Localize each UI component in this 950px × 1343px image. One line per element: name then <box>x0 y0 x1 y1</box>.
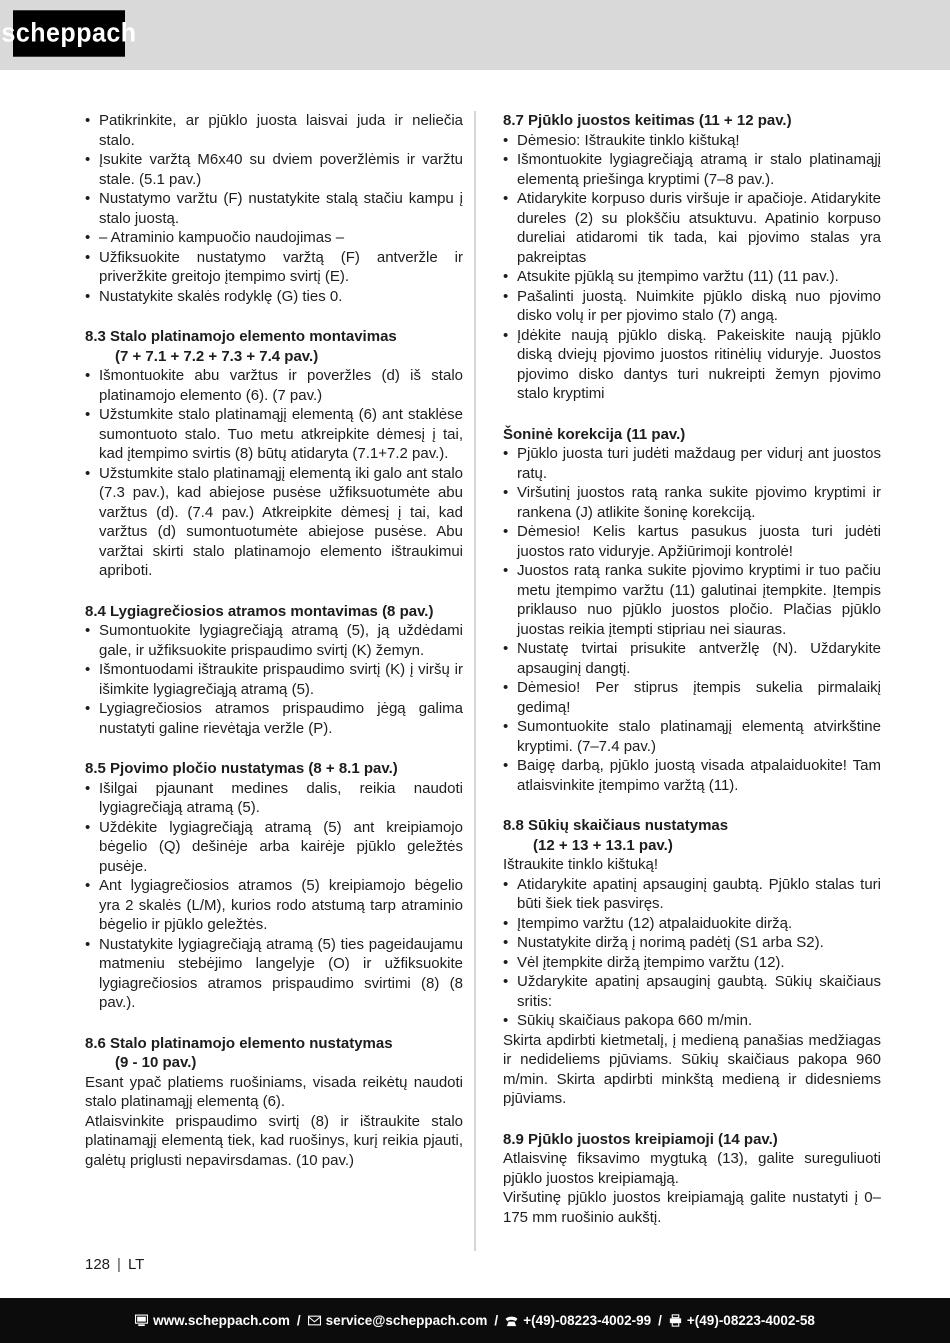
bullet-marker: • <box>503 151 509 168</box>
bullet-marker: • <box>503 640 509 657</box>
list-item-text: Uždarykite apatinį apsauginį gaubtą. Sūkių skaičiaus sritis: <box>517 973 881 1010</box>
bullet-list <box>85 779 463 1013</box>
scheppach-logo-text: scheppach <box>1 17 137 49</box>
section-heading <box>85 759 463 779</box>
heading-line: (12 + 13 + 13.1 pav.) <box>533 836 673 854</box>
bullet-marker: • <box>503 757 509 774</box>
list-item-text: Atidarykite apatinį apsauginį gaubtą. Pjūklo stalas turi būti šiek tiek pasviręs. <box>517 875 881 912</box>
list-item-text: Dėmesio! Per stiprus įtempis sukelia pirmalaikį gedimą! <box>517 679 881 716</box>
paragraph: Skirta apdirbti kietmetalį, į medieną panašias medžiagas ir nedideliems pjūviams. Sūkių skaičiaus pakopa 960 m/min. Skirta apdirbti minkštą medieną ir didesniems pjūviams. <box>503 1031 881 1107</box>
section-heading <box>85 602 463 622</box>
bullet-marker: • <box>85 661 91 678</box>
section-heading <box>85 327 463 366</box>
heading-line: 8.4 Lygiagrečiosios atramos montavimas (8 pav.) <box>85 602 434 620</box>
page-number-separator: | <box>117 1256 121 1273</box>
list-item-text: Patikrinkite, ar pjūklo juosta laisvai juda ir neliečia stalo. <box>99 112 463 149</box>
list-item-text: Nustatykite diržą į norimą padėtį (S1 arba S2). <box>517 934 824 951</box>
computer-icon <box>135 1314 148 1327</box>
bullet-marker: • <box>503 953 509 971</box>
list-item <box>503 639 881 678</box>
list-item <box>85 111 463 150</box>
footer-separator: / <box>494 1313 499 1328</box>
list-item <box>503 150 881 189</box>
list-item-text: Dėmesio: Ištraukite tinklo kištuką! <box>517 131 740 149</box>
list-item <box>85 189 463 228</box>
list-item-text: Išilgai pjaunant medines dalis, reikia naudoti lygiagrečiąją atramą (5). <box>99 779 463 816</box>
envelope-icon <box>308 1314 321 1327</box>
list-item-text: Išmontuokite lygiagrečiąją atramą ir stalo platinamąjį elementą priešinga kryptimi (7–8 pav.). <box>517 151 881 188</box>
list-item <box>503 953 881 973</box>
bullet-list <box>85 366 463 581</box>
column-left <box>85 111 463 1170</box>
section-heading <box>503 1130 881 1150</box>
footer-contact-text: +(49)-08223-4002-58 <box>686 1313 815 1328</box>
list-item <box>503 522 881 561</box>
list-item <box>503 1011 881 1031</box>
bullet-marker: • <box>503 718 509 735</box>
bullet-list <box>503 131 881 404</box>
list-item-text: Užstumkite stalo platinamąjį elementą (6) ant staklėse sumontuoto stalo. Tuo metu atkreipkite dėmesį į tai, kad įtempimo svirtis (8) būtų atidaryta (7.1+7.2 pav.). <box>99 406 463 462</box>
page-number <box>85 1256 144 1273</box>
bullet-marker: • <box>85 248 91 266</box>
bullet-marker: • <box>85 367 91 384</box>
paragraph: Esant ypač platiems ruošiniams, visada reikėtų naudoti stalo platinamąjį elementą (6). <box>85 1073 463 1110</box>
list-item-text: Baigę darbą, pjūklo juostą visada atpalaiduokite! Tam atlaisvinkite įtempimo varžtą (11). <box>517 757 881 794</box>
list-item-text: Sūkių skaičiaus pakopa 660 m/min. <box>517 1012 753 1029</box>
list-item-text: Ant lygiagrečiosios atramos (5) kreipiamojo bėgelio yra 2 skalės (L/M), kurios rodo atstumą tarp atraminio bėgelio ir pjūklo geležtės. <box>99 877 463 933</box>
list-item-text: Nustatymo varžtu (F) nustatykite stalą stačiu kampu į stalo juostą. <box>99 190 463 227</box>
bullet-marker: • <box>503 523 509 540</box>
heading-line: 8.7 Pjūklo juostos keitimas (11 + 12 pav.) <box>503 112 792 129</box>
bullet-list <box>503 875 881 1031</box>
list-item <box>503 483 881 522</box>
bullet-marker: • <box>503 562 509 579</box>
list-item <box>503 756 881 795</box>
list-item <box>85 818 463 877</box>
footer-contact-item <box>308 1313 488 1328</box>
paragraph-block <box>503 1149 881 1227</box>
column-divider <box>474 111 476 1251</box>
footer-separator: / <box>296 1313 301 1328</box>
list-item <box>503 131 881 151</box>
heading-line: 8.6 Stalo platinamojo elemento nustatymas <box>85 1034 393 1052</box>
list-item-text: Išmontuodami ištraukite prispaudimo svirtį (K) į viršų ir išimkite lygiagrečiąją atramą (5). <box>99 661 463 698</box>
list-item <box>85 150 463 189</box>
list-item <box>85 405 463 464</box>
list-item-text: Įsukite varžtą M6x40 su dviem poveržlėmis ir varžtu stale. (5.1 pav.) <box>99 151 463 188</box>
bullet-marker: • <box>85 622 91 639</box>
bullet-marker: • <box>503 287 509 305</box>
bullet-marker: • <box>503 131 509 149</box>
bullet-marker: • <box>85 779 91 797</box>
list-item-text: Įdėkite naują pjūklo diską. Pakeiskite naują pjūklo diską dviejų pjovimo juostos ritinėlių viduryje. Juostos pjovimo disko dantys turi nukreipti žemyn pjovimo stalo kryptimi <box>517 326 881 402</box>
list-item <box>503 287 881 326</box>
bullet-marker: • <box>85 818 91 836</box>
list-item-text: Atsukite pjūklą su įtempimo varžtu (11) (11 pav.). <box>517 268 839 285</box>
header-band <box>0 0 950 70</box>
list-item-text: Lygiagrečiosios atramos prispaudimo jėgą galima nustatyti galine rievėtąja veržle (P). <box>99 700 463 737</box>
list-item <box>85 366 463 405</box>
list-item-text: Nustatykite skalės rodyklę (G) ties 0. <box>99 287 343 305</box>
list-item-text: – Atraminio kampuočio naudojimas – <box>99 229 345 246</box>
bullet-marker: • <box>85 406 91 423</box>
list-item <box>503 326 881 404</box>
list-item <box>85 876 463 935</box>
bullet-marker: • <box>503 484 509 501</box>
list-item-text: Užfiksuokite nustatymo varžtą (F) antveržle ir priveržkite greitojo įtempimo svirtį (E). <box>99 248 463 285</box>
bullet-marker: • <box>503 268 509 285</box>
list-item <box>503 267 881 287</box>
list-item-text: Uždėkite lygiagrečiąją atramą (5) ant kreipiamojo bėgelio (Q) dešinėje arba kairėje pjūklo geležtės pusėje. <box>99 818 463 875</box>
bullet-marker: • <box>503 875 509 893</box>
bullet-marker: • <box>503 1012 509 1029</box>
bullet-marker: • <box>85 112 91 129</box>
fax-icon <box>669 1314 682 1327</box>
page-number-value: 128 <box>85 1256 111 1273</box>
bullet-list <box>85 621 463 738</box>
list-item-text: Sumontuokite lygiagrečiąją atramą (5), ją uždėdami gale, ir užfiksuokite prispaudimo svirtį (K) žemyn. <box>99 622 463 659</box>
paragraph-block <box>503 855 881 875</box>
list-item <box>503 875 881 914</box>
footer-contact-text: www.scheppach.com <box>153 1313 290 1328</box>
bullet-marker: • <box>85 700 91 717</box>
list-item-text: Nustatę tvirtai prisukite antveržlę (N). Uždarykite apsauginį dangtį. <box>517 640 881 677</box>
heading-line: 8.5 Pjovimo pločio nustatymas (8 + 8.1 pav.) <box>85 760 398 777</box>
list-item <box>85 287 463 307</box>
heading-line: 8.3 Stalo platinamojo elemento montavimas <box>85 328 397 345</box>
list-item-text: Pjūklo juosta turi judėti maždaug per vidurį ant juostos ratų. <box>517 445 881 482</box>
bullet-marker: • <box>85 229 91 246</box>
bullet-marker: • <box>503 326 509 344</box>
list-item-text: Vėl įtempkite diržą įtempimo varžtu (12). <box>517 953 785 971</box>
paragraph: Atlaisvinkite prispaudimo svirtį (8) ir ištraukite stalo platinamąjį elementą tiek, kad ruošinys, kurį reikia pjauti, galėtų priglusti nepavirsdamas. (10 pav.) <box>85 1112 463 1169</box>
list-item <box>85 248 463 287</box>
paragraph-block <box>503 1031 881 1109</box>
list-item <box>85 660 463 699</box>
list-item-text: Užstumkite stalo platinamąjį elementą iki galo ant stalo (7.3 pav.), kad abiejose pusėse užfiksuotumėte abu varžtus (d). (7.4 pav.) Atkreipkite dėmesį į tai, kad varžtus (d) sumontuotumėte abiejose pusėse. Abu varžtai skirti stalo platinamojo elemento ištraukimui apriboti. <box>99 464 463 579</box>
heading-line: 8.9 Pjūklo juostos kreipiamoji (14 pav.) <box>503 1130 778 1148</box>
heading-line: (7 + 7.1 + 7.2 + 7.3 + 7.4 pav.) <box>115 347 319 365</box>
section-heading <box>85 1034 463 1073</box>
list-item-text: Atidarykite korpuso duris viršuje ir apačioje. Atidarykite dureles (2) su plokščiu atsuktuvu. Apatinio korpuso dureliai atidaromi tik tada, kai pjovimo stalas yra pakreiptas <box>517 190 881 266</box>
scheppach-logo <box>1 10 137 56</box>
list-item <box>503 717 881 756</box>
list-item <box>503 561 881 639</box>
list-item <box>503 914 881 934</box>
list-item <box>85 464 463 581</box>
list-item-text: Nustatykite lygiagrečiąją atramą (5) ties pageidaujamu matmeniu stebėjimo langelyje (O) ir užfiksuokite lygiagrečiosios atramos prispaudimo svirtimi (8) (8 pav.). <box>99 935 463 1011</box>
phone-icon <box>505 1314 518 1327</box>
paragraph: Atlaisvinę fiksavimo mygtuką (13), galite sureguliuoti pjūklo juostos kreipiamąją. <box>503 1150 881 1187</box>
section-heading <box>503 111 881 131</box>
list-item-text: Viršutinį juostos ratą ranka sukite pjovimo kryptimi ir rankena (J) atlikite šoninę korekciją. <box>517 484 881 521</box>
footer-contact-text: +(49)-08223-4002-99 <box>523 1313 652 1328</box>
bullet-marker: • <box>503 973 509 990</box>
bullet-marker: • <box>503 934 509 951</box>
footer-contact-item <box>669 1313 815 1328</box>
bullet-marker: • <box>85 151 91 168</box>
bullet-list <box>503 444 881 795</box>
bullet-marker: • <box>85 877 91 894</box>
footer-bar <box>0 1298 950 1343</box>
footer-separator: / <box>658 1313 662 1328</box>
section-heading <box>503 425 881 445</box>
list-item <box>503 444 881 483</box>
list-item <box>503 972 881 1011</box>
bullet-marker: • <box>85 190 91 207</box>
bullet-list <box>85 111 463 306</box>
footer-contact-item <box>135 1313 290 1328</box>
footer-contact-text: service@scheppach.com <box>325 1313 488 1328</box>
list-item <box>85 699 463 738</box>
list-item <box>503 678 881 717</box>
bullet-marker: • <box>85 935 91 953</box>
bullet-marker: • <box>503 914 509 932</box>
paragraph-block <box>85 1073 463 1171</box>
bullet-marker: • <box>85 464 91 482</box>
list-item-text: Dėmesio! Kelis kartus pasukus juosta turi judėti juostos rato viduryje. Apžiūrimoji kontrolė! <box>517 523 881 560</box>
column-right <box>503 111 881 1227</box>
list-item <box>503 933 881 953</box>
bullet-marker: • <box>503 445 509 462</box>
heading-line: (9 - 10 pav.) <box>115 1054 197 1071</box>
list-item <box>85 228 463 248</box>
list-item <box>85 935 463 1013</box>
list-item-text: Sumontuokite stalo platinamąjį elementą atvirkštine kryptimi. (7–7.4 pav.) <box>517 718 881 755</box>
heading-line: 8.8 Sūkių skaičiaus nustatymas <box>503 817 729 834</box>
list-item-text: Išmontuokite abu varžtus ir poveržles (d) iš stalo platinamojo elemento (6). (7 pav.) <box>99 367 463 404</box>
bullet-marker: • <box>85 287 91 305</box>
list-item-text: Pašalinti juostą. Nuimkite pjūklo diską nuo pjovimo disko volų ir per pjovimo stalo (7) angą. <box>517 287 881 324</box>
list-item <box>85 621 463 660</box>
list-item-text: Įtempimo varžtu (12) atpalaiduokite diržą. <box>517 914 793 932</box>
list-item-text: Juostos ratą ranka sukite pjovimo kryptimi ir tuo pačiu metu įtempimo varžtu (11) galutinai įtempkite. Įtempis priklauso nuo pjūklo juostos pločio. Plačias pjūklo juostas reikia įtempti stipriau nei siauras. <box>517 562 881 638</box>
bullet-marker: • <box>503 679 509 696</box>
list-item <box>503 189 881 267</box>
footer-contact-item <box>505 1313 651 1328</box>
section-heading <box>503 816 881 855</box>
bullet-marker: • <box>503 190 509 207</box>
paragraph: Ištraukite tinklo kištuką! <box>503 856 659 873</box>
page-language: LT <box>127 1256 145 1273</box>
heading-line: Šoninė korekcija (11 pav.) <box>503 425 686 443</box>
paragraph: Viršutinę pjūklo juostos kreipiamąją galite nustatyti į 0–175 mm ruošinio aukštį. <box>503 1189 881 1226</box>
list-item <box>85 779 463 818</box>
